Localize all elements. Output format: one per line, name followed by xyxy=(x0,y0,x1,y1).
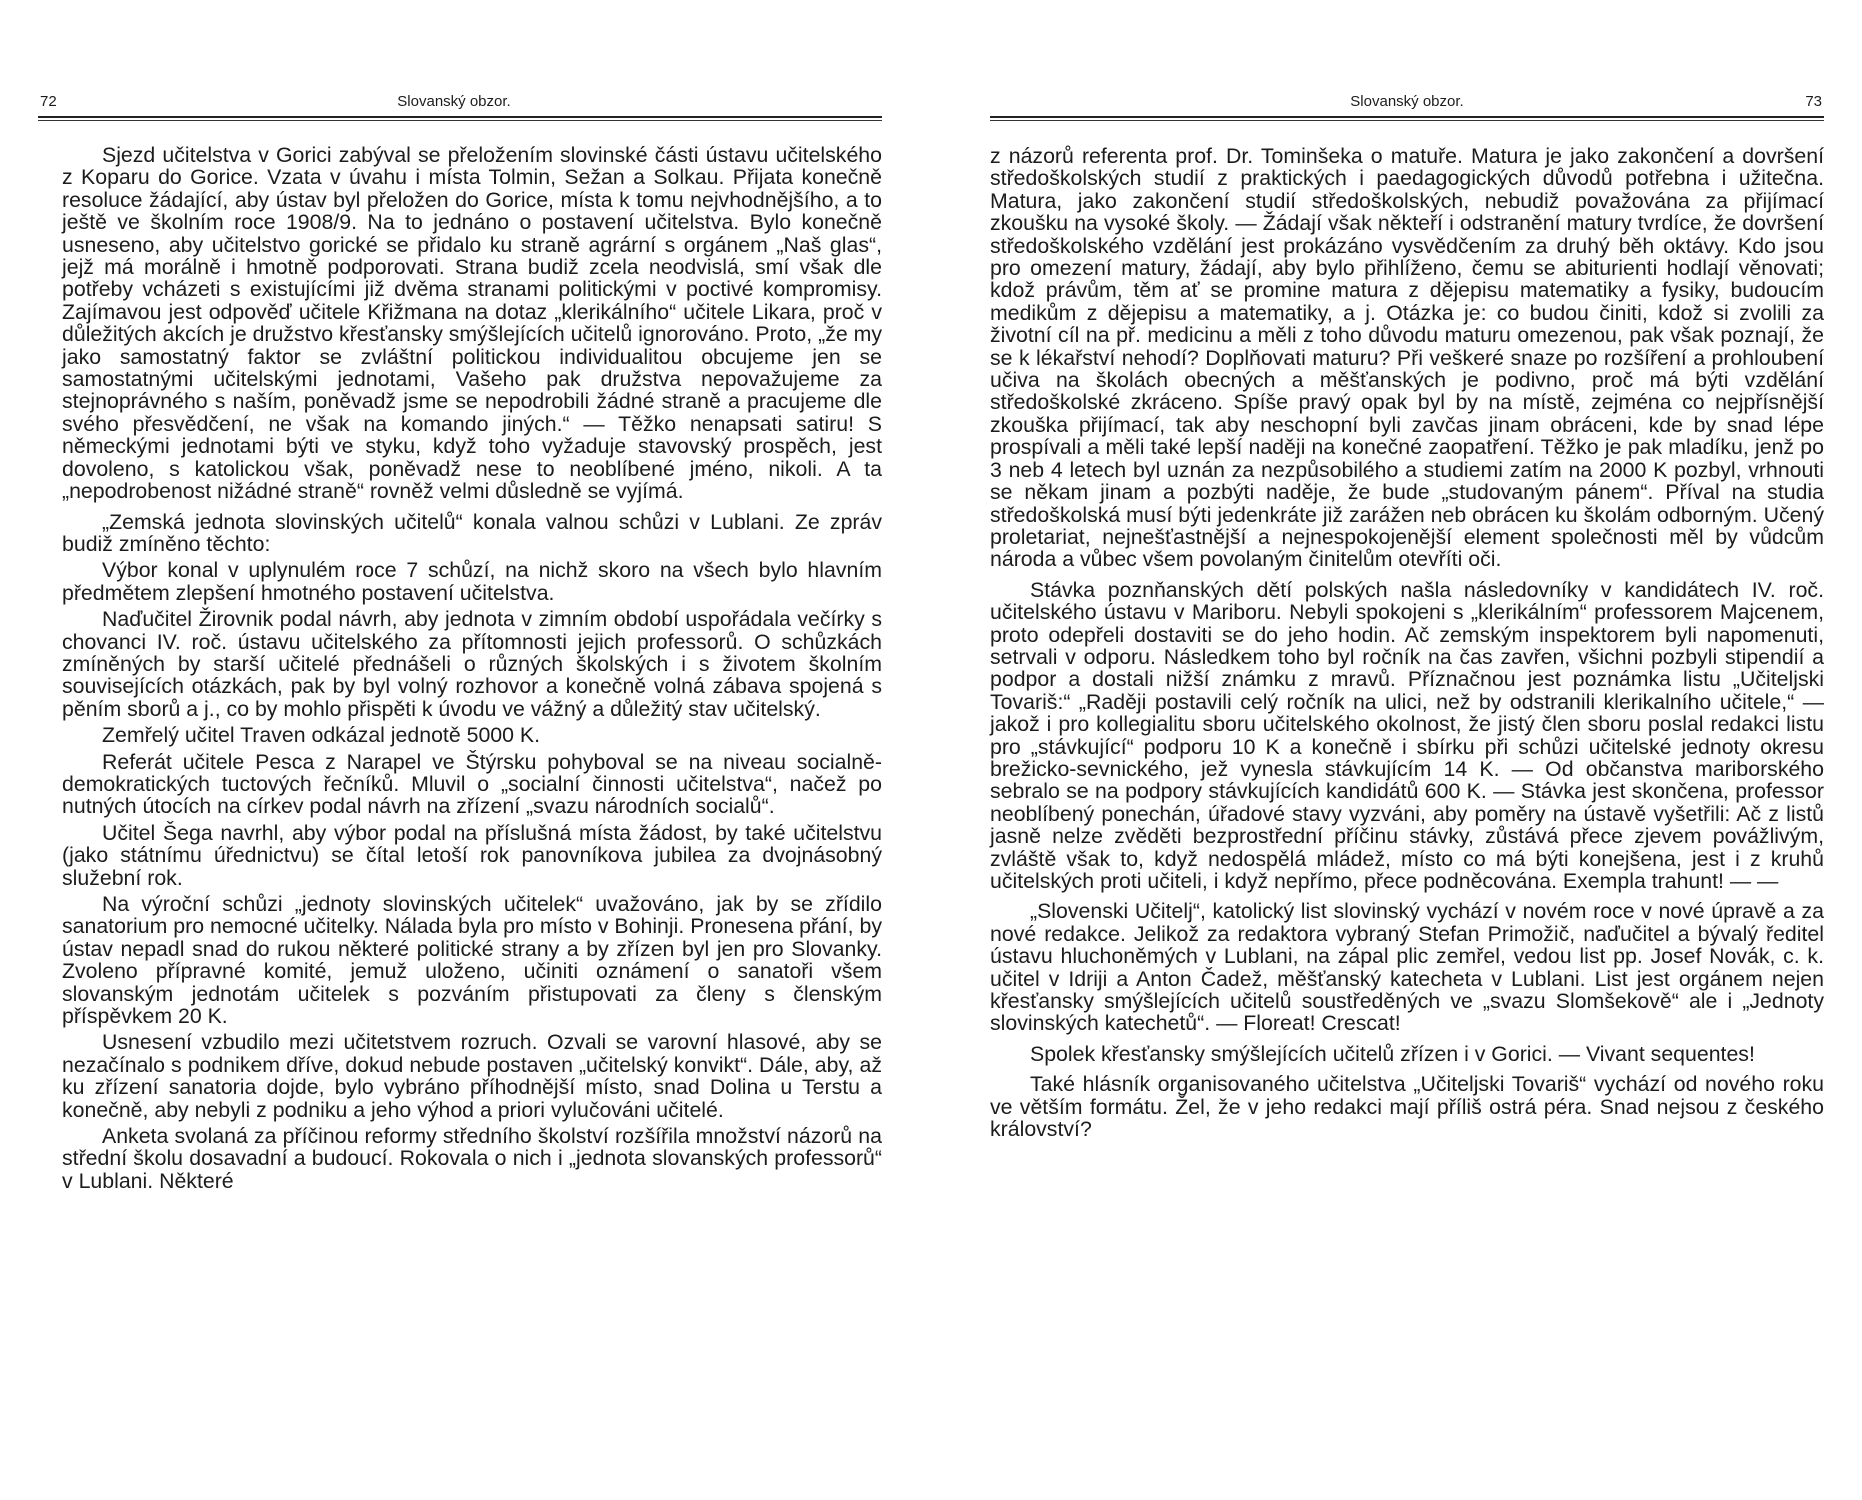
page-gutter xyxy=(930,0,931,1500)
paragraph: Referát učitele Pesca z Narapel ve Štýrsku pohyboval se na niveau socialně-demokratických tuctových řečníků. Mluvil o „socialní činnosti učitelstva“, načež po nutných útocích na církev podal návrh na zřízení „svazu národních socialů“. xyxy=(62,749,882,819)
running-head-right xyxy=(990,92,1824,112)
right-page xyxy=(990,0,1824,1500)
page-number-left: 72 xyxy=(40,93,57,110)
paragraph: Na výroční schůzi „jednoty slovinských učitelek“ uvažováno, jak by se zřídilo sanatorium pro nemocné učitelky. Nálada byla pro místo v Bohinji. Pronesena přání, by ústav nepadl snad do rukou některé politické strany a by zřízen byl jen pro Slovanky. Zvoleno přípravné komité, jemuž uloženo, učiniti oznámení o sanatoři všem slovanským jednotám učitelek s pozváním přistupovati za členy s členským příspěvkem 20 K. xyxy=(62,892,882,1029)
header-rule-thick-left xyxy=(38,116,882,118)
paragraph: Usnesení vzbudilo mezi učitetstvem rozruch. Ozvali se varovní hlasové, aby se nezačínalo s podnikem dříve, dokud nebude postaven „učitelský konvikt“. Dále, aby, až ku zřízení sanatoria dojde, bylo vybráno příhodnější místo, snad Dolina u Terstu a konečně, aby nebyli z podniku a jeho výhod a priori vylučováni učitelé. xyxy=(62,1030,882,1122)
left-body-text xyxy=(62,144,882,1196)
page-number-right: 73 xyxy=(1805,93,1822,110)
paragraph: Učitel Šega navrhl, aby výbor podal na příslušná místa žádost, by také učitelstvu (jako státnímu úřednictvu) se čítal letoší rok panovníkova jubilea za dvojnásobný služební rok. xyxy=(62,820,882,890)
paragraph: Zemřelý učitel Traven odkázal jednotě 5000 K. xyxy=(102,723,541,748)
paragraph: „Slovenski Učitelj“, katolický list slovinský vychází v novém roce v nové úpravě a za nové redakce. Jelikož za redaktora vybraný Stefan Primožič, naďučitel a bývalý ředitel ústavu hluchoněmých v Lublani, na zápal plic zemřel, vedou list pp. Josef Novák, c. k. učitel v Idriji a Anton Čadež, měšťanský katecheta v Lublani. List jest orgánem nejen křesťansky smýšlejících učitelů soustředěných ve „svazu Slomšekově“ ale i „Jednoty slovinských katechetů“. — Floreat! Crescat! xyxy=(990,899,1824,1036)
paragraph: z názorů referenta prof. Dr. Tominšeka o matuře. Matura je jako zakončení a dovršení středoškolských studií z praktických i paedagogických důvodů potřebna i užitečna. Matura, jako zakončení studií středoškolských, nebudiž považována za přijímací zkoušku na vysoké školy. — Žádají však někteří i odstranění matury tvrdíce, že dovršení středoškolského vzdělání jest prokázáno vysvědčením za druhý běh oktávy. Kdo jsou pro omezení matury, žádají, aby bylo přihlíženo, čemu se abiturienti hodlají věnovati; kdož právům, těm ať se promine matura z dějepisu matematiky a fysiky, budoucím medikům z dějepisu a matematiky, a j. Otázka je: co budou činiti, kdož si zvolili za životní cíl na př. medicinu a měli z toho důvodu maturu omezenou, pak však poznají, že se k lékařství nehodí? Doplňovati maturu? Při veškeré snaze po rozšíření a prohloubení učiva na školách obecných a měšťanských je podivno, proč má býti vzdělání středoškolské zkráceno. Spíše pravý opak byl by na místě, zejména co nejpřísnější zkouška přijímací, tak aby neschopní byli zavčas jinam obráceni, kde by snad lépe prospívali a měli také lepší naději na konečné zaopatření. Těžko je pak mladíku, jenž po 3 neb 4 letech byl uznán za nezpůsobilého a studiemi zatím na 2000 K pozbyl, vrhnouti se někam jinam a pozbýti naděje, že bude „studovaným pánem“. Příval na studia středoškolská musí býti jedenkráte již zarážen neb obrácen ku školám odborným. Učený proletariat, nejnešťastnější a nejnespokojenější element společnosti měl by vůdcům národa a vůbec všem povolaným činitelům otevříti oči. xyxy=(990,144,1824,572)
running-head-left xyxy=(38,92,882,112)
paragraph: Spolek křesťansky smýšlejících učitelů zřízen i v Gorici. — Vivant sequentes! xyxy=(1030,1041,1755,1066)
header-rule-thick-right xyxy=(990,116,1824,118)
paragraph: Naďučitel Žirovnik podal návrh, aby jednota v zimním období uspořádala večírky s chovanci IV. roč. ústavu učitelského za přítomnosti jejich professorů. O schůzkách zmíněných by starší učitelé přednášeli o různých školských i s životem školním souvisejících otázkách, pak by byl volný rozhovor a konečně volná zábava spojená s pěním sborů a j., co by mohlo přispěti k úvodu ve vážný a důležitý stav učitelský. xyxy=(62,607,882,721)
paragraph: Stávka poznňanských dětí polských našla následovníky v kandidátech IV. roč. učitelského ústavu v Mariboru. Nebyli spokojeni s „klerikálním“ professorem Majcenem, proto odepřeli dostaviti se do jeho hodin. Ač zemským inspektorem byli napomenuti, setrvali v odporu. Následkem toho byl ročník na čas zavřen, všichni pozbyli stipendií a podpor a dostali nižší známku z mravů. Příznačnou jest poznámka listu „Učiteljski Tovariš:“ „Raději postavili celý ročník na ulici, než by odstranili klerikalního učitele,“ — jakož i pro kollegialitu sboru učitelského okolnost, že jistý člen sboru poslal redakci listu pro „stávkující“ podporu 10 K a konečně i sbírku při schůzi učitelské jednoty okresu brežicko-sevnického, jež vynesla stávkujícím 14 K. — Od občanstva mariborského sebralo se na podpory stávkujících kandidátů 600 K. — Stávka jest skončena, professor neoblíbený ponechán, úřadové stavy vyzváni, aby poměry na ústavě vyšetřili: Ač z listů jasně nelze zvěděti bezprostřední příčinu stávky, zůstává přece zjevem povážlivým, zvláště však to, když nedospělá mládež, místo co má býti konejšena, jest i z kruhů učitelských proti učiteli, i když nepřímo, přece podněcována. Exempla trahunt! — — xyxy=(990,577,1824,893)
right-body-text xyxy=(990,145,1824,1144)
paragraph: „Zemská jednota slovinských učitelů“ konala valnou schůzi v Lublani. Ze zpráv budiž zmíněno těchto: xyxy=(62,509,882,556)
paragraph: Sjezd učitelstva v Gorici zabýval se přeložením slovinské části ústavu učitelského z Koparu do Gorice. Vzata v úvahu i místa Tolmin, Sežan a Solkau. Přijata konečně resoluce žádající, aby ústav byl přeložen do Gorice, místa k tomu nejvhodnějšího, a to ještě ve školním roce 1908/9. Na to jednáno o postavení učitelstva. Bylo konečně usneseno, aby učitelstvo gorické se přidalo ku straně agrární s orgánem „Naš glas“, jejž má morálně i hmotně podporovati. Strana budiž zcela neodvislá, smí však dle potřeby vcházeti s existujícími již dvěma stranami politickými v poctivé kompromisy. Zajímavou jest odpověď učitele Křižmana na dotaz „klerikálního“ učitele Likara, proč v důležitých akcích je družstvo křesťansky smýšlejících učitelů ignorováno. Proto, „že my jako samostatný faktor se zvláštní politickou individualitou obcujeme jen se samostatnými učitelskými jednotami, Vašeho pak družstva nepovažujeme za stejnoprávného s naším, poněvadž jsme se nepodrobili žádné straně a pracujeme dle svého přesvědčení, ne však na komando jiných.“ — Těžko nenapsati satiru! S německými jednotami býti ve styku, když toho vyžaduje stavovský prospěch, jest dovoleno, s katolickou však, poněvadž nese to neoblíbené jméno, nikoli. A ta „nepodrobenost nižádné straně“ rovněž velmi důsledně se vyjímá. xyxy=(62,143,882,504)
header-rule-thin-right xyxy=(990,120,1824,121)
journal-title-left: Slovanský obzor. xyxy=(397,93,511,110)
left-page xyxy=(38,0,882,1500)
paragraph: Anketa svolaná za příčinou reformy středního školství rozšířila množství názorů na střední školu dosavadní a budoucí. Rokovala o nich i „jednota slovanských professorů“ v Lublani. Některé xyxy=(62,1124,882,1193)
paragraph: Také hlásník organisovaného učitelstva „Učiteljski Tovariš“ vychází od nového roku ve větším formátu. Žel, že v jeho redakci mají příliš ostrá péra. Snad nejsou z českého království? xyxy=(990,1072,1824,1142)
header-rule-thin-left xyxy=(38,120,882,121)
paragraph: Výbor konal v uplynulém roce 7 schůzí, na nichž skoro na všech bylo hlavním předmětem zlepšení hmotného postavení učitelstva. xyxy=(62,558,882,605)
journal-title-right: Slovanský obzor. xyxy=(1350,93,1464,110)
